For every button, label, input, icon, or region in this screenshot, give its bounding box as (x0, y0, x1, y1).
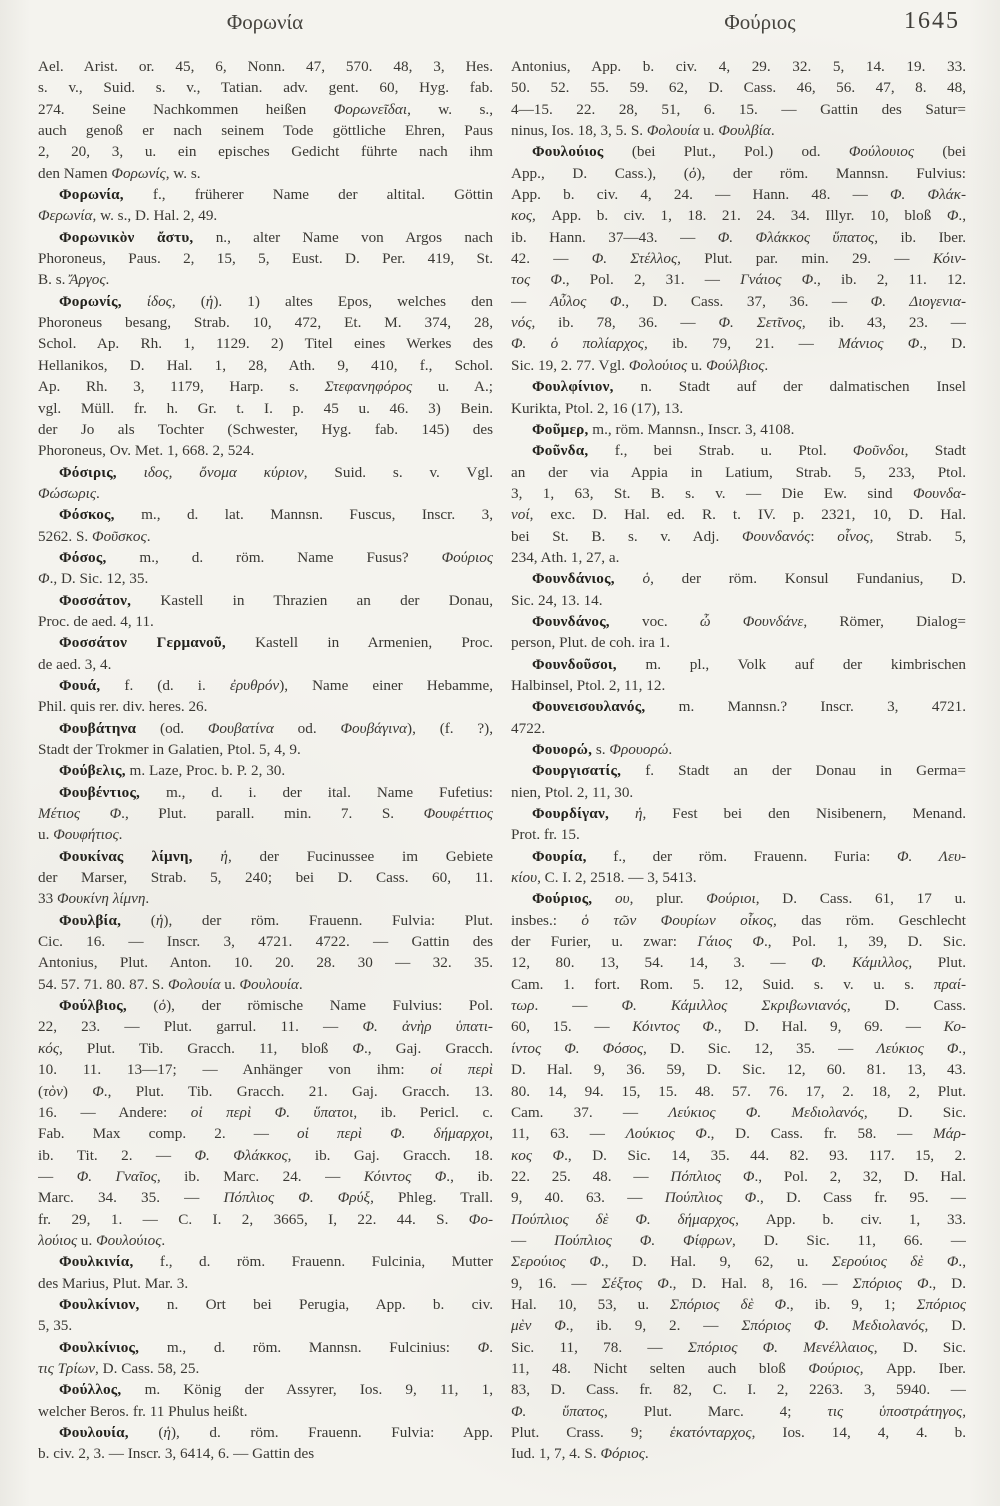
greek-citation: οἶνος (837, 527, 870, 545)
text-line: ninus, Ios. 18, 3, 5. S. Φολουία u. Φουλβία. (511, 122, 775, 140)
text-line: 9, 16. — Σέξτος Φ., D. Hal. 8, 16. — Σπόριος Φ., D. (511, 1274, 966, 1292)
greek-citation: Ἄργος (69, 271, 106, 289)
greek-citation: Κόιντος Φ (632, 1018, 714, 1036)
greek-citation: Φ. Φλάκκος (194, 1146, 288, 1164)
text-line: 83, D. Cass. fr. 82, C. I. 2, 2263. 3, 5940. — (511, 1381, 966, 1399)
greek-citation: τις ὑποστράτηγος (827, 1402, 963, 1420)
greek-citation: Πόπλιος Φ (670, 1167, 755, 1185)
greek-citation: Φουλβία (718, 122, 771, 140)
entry-line: Φουλκινία, f., d. röm. Frauenn. Fulcinia, Mutter (59, 1253, 493, 1271)
greek-citation: ου (615, 890, 630, 908)
text-line: 274. Seine Nachkommen heißen Φορωνεῖδαι, w. s., (38, 100, 493, 118)
greek-citation: Φερωνία (38, 207, 93, 225)
text-line: κος, App. b. civ. 1, 18. 21. 24. 34. Illyr. 10, bloß Φ., (511, 207, 966, 225)
entry-line: Φοῦμερ, m., röm. Mannsn., Inscr. 3, 4108. (532, 420, 795, 438)
greek-citation: Φουνδα (913, 484, 961, 502)
entry-line: Φουρδίγαν, ἡ, Fest bei den Nisibenern, Menand. (532, 805, 966, 823)
greek-citation: Φ (38, 570, 50, 588)
text-line: Πούπλιος δὲ Φ. δήμαρχος, App. b. civ. 1, 33. (511, 1210, 966, 1228)
text-line: 80. 14, 94. 15, 15. 48. 57. 76. 17, 2. 18, 2, Plut. (511, 1082, 966, 1100)
greek-citation: Φ (92, 1082, 104, 1100)
text-line: 16. — Andere: οἱ περὶ Φ. ὕπατοι, ib. Pericl. c. (38, 1103, 493, 1121)
greek-citation: Φ. ἀνὴρ ὑπατι (362, 1018, 488, 1036)
entry-headword: Φούριος, (532, 890, 593, 908)
greek-citation: Φούριος (808, 1359, 860, 1377)
entry-headword: Φόσος, (59, 548, 107, 566)
greek-citation: πραί (933, 975, 961, 993)
greek-citation: κος Φ (511, 1146, 565, 1164)
text-line: 42. — Φ. Στέλλος, Plut. par. min. 29. — Κόιν- (511, 250, 966, 268)
text-line: ib. Tit. 2. — Φ. Φλάκκος, ib. Gaj. Gracch. 18. (38, 1146, 493, 1164)
greek-citation: νοί (511, 506, 530, 524)
greek-citation: Στεφανηφόρος (324, 378, 413, 396)
entry-headword: Φουργισατίς, (532, 762, 622, 780)
text-line: insbes.: ὁ τῶν Φουρίων οἶκος, das röm. Geschlecht (511, 911, 966, 929)
entry-line: Φορωνίς, ίδος, (ἡ). 1) altes Epos, welches den (59, 292, 493, 310)
greek-citation: Φ. Σετῖνος (718, 314, 802, 332)
entry-line: Φουλούιος (bei Plut., Pol.) od. Φούλουιος (bei (532, 143, 966, 161)
greek-citation: Πούπλιος Φ. Φίφρων (554, 1231, 732, 1249)
entry-headword: Φούλβιος, (59, 997, 127, 1015)
text-line: 22. 25. 48. — Πόπλιος Φ., Pol. 2, 32, D. Hal. (511, 1167, 966, 1185)
entry-headword: Φόσκος, (59, 506, 115, 524)
greek-citation: Φούλουιος (848, 143, 915, 161)
greek-citation: Σπόριος δὲ Φ (670, 1295, 787, 1313)
text-line: Φ. ὕπατος, Plut. Marc. 4; τις ὑποστράτηγος, (511, 1402, 966, 1420)
text-line: 9, 40. 63. — Πούπλιος Φ., D. Cass fr. 95. — (511, 1189, 966, 1207)
entry-headword: Φουκίνας λίμνη, (59, 847, 193, 865)
greek-citation: τος Φ (511, 271, 562, 289)
greek-citation: Φ. Διογενια (870, 292, 961, 310)
entry-line: Φουλουία, (ἡ), d. röm. Frauenn. Fulvia: App. (59, 1424, 493, 1441)
entry-headword: Φουορώ, (532, 741, 593, 758)
entry-headword: Φουνδάνος, (532, 612, 610, 630)
text-line: ίντος Φ. Φόσος, D. Sic. 12, 35. — Λεύκιος Φ., (511, 1039, 966, 1057)
entry-headword: Φούλλος, (59, 1381, 122, 1399)
text-line: ib. Hann. 37—43. — Φ. Φλάκκος ὕπατος, ib. Iber. (511, 228, 966, 246)
text-line: Cic. 16. — Inscr. 3, 4721. 4722. — Gattin des (38, 933, 493, 951)
greek-citation: τὸν (43, 1082, 63, 1100)
text-line: μὲν Φ., ib. 9, 2. — Σπόριος Φ. Μεδιολανός, D. (511, 1317, 966, 1335)
entry-headword: Φουνεισουλανός, (532, 698, 646, 716)
text-line: — Φ. Γναῖος, ib. Marc. 24. — Κόιντος Φ., ib. (38, 1167, 493, 1185)
greek-citation: ίδος (146, 292, 172, 310)
text-line: τος Φ., Pol. 2, 31. — Γνάιος Φ., ib. 2, 11. 12. (511, 271, 966, 289)
text-line: Antonius, Plut. Anton. 10. 20. 28. 30 — 32. 35. (38, 954, 493, 972)
text-line: 5, 35. (38, 1317, 73, 1335)
greek-citation: ἑκατόνταρχος (669, 1424, 752, 1441)
greek-citation: Φούριος (441, 548, 493, 566)
greek-citation: Φουφήτιος (53, 826, 119, 844)
entry-line: Φορωνία, f., früherer Name der altital. Göttin (59, 186, 493, 204)
column-right (511, 56, 966, 1465)
text-line: nien, Ptol. 2, 11, 30. (511, 783, 634, 801)
greek-citation: οἱ περὶ Φ. ὕπατοι (190, 1103, 354, 1121)
text-line: Cam. 1. fort. Rom. 5. 12, Suid. s. v. u. s. πραί- (511, 975, 966, 993)
running-head-left-keyword: Φορωνία (226, 10, 304, 34)
greek-citation: Φουβατίνα (207, 719, 274, 737)
text-line: der Furier, u. zwar: Γάιος Φ., Pol. 1, 39, D. Sic. (511, 933, 966, 951)
greek-citation: Φουνδανός (741, 527, 811, 545)
column-left (38, 56, 493, 1465)
text-line: u. Φουφήτιος. (38, 826, 123, 844)
entry-line: Φουνδάνιος, ὁ, der röm. Konsul Fundanius, D. (532, 570, 966, 588)
greek-citation: Λεύκιος Φ. Μεδιολανός (668, 1103, 864, 1121)
entry-line: Φουκίνας λίμνη, ἡ, der Fucinussee im Gebiete (59, 847, 493, 865)
greek-citation: λούιος (38, 1231, 78, 1249)
greek-citation: Σπόριος Φ. Μενέλλαιος (687, 1338, 874, 1356)
entry-line: Φόσιρις, ιδος, ὄνομα κύριον, Suid. s. v. Vgl. (59, 463, 493, 481)
greek-citation: Αὖλος Φ (549, 292, 622, 310)
greek-citation: Φόριος (600, 1445, 645, 1463)
greek-citation: ἡ (220, 847, 228, 865)
greek-citation: Φ. Φλάκ (889, 186, 961, 204)
text-line: de aed. 3, 4. (38, 655, 112, 673)
greek-citation: Φ. Κάμιλλος Σκριβωνιανός (621, 997, 847, 1015)
text-line: an der via Appia in Latium, Strab. 5, 233, Ptol. (511, 463, 966, 481)
text-line: der Jo als Tochter (Schwester, Hyg. fab. 145) des (38, 420, 493, 438)
greek-citation: ἐρυθρόν (229, 676, 280, 694)
text-line: Ap. Rh. 3, 1179, Harp. s. Στεφανηφόρος u. A.; (38, 378, 493, 396)
text-line: Halbinsel, Ptol. 2, 11, 12. (511, 676, 666, 694)
text-line: App., D. Cass.), (ὁ), der röm. Mannsn. Fulvius: (511, 164, 966, 182)
text-line: Sic. 24, 13. 14. (511, 591, 603, 609)
text-line: der Marser, Strab. 5, 240; bei D. Cass. 60, 11. (38, 869, 493, 887)
text-line: Iud. 1, 7, 4. S. Φόριος. (511, 1445, 649, 1463)
text-line: τις Τρίων, D. Cass. 58, 25. (38, 1359, 200, 1377)
text-line: auch genoß er nach seinem Tode göttliche Ehren, Paus (38, 122, 493, 140)
greek-citation: Φουλουία (239, 975, 299, 993)
text-line: Μέτιος Φ., Plut. parall. min. 7. S. Φουφέττιος (38, 805, 493, 823)
entry-line: Φοσσάτον Γερμανοῦ, Kastell in Armenien, Proc. (59, 634, 493, 652)
entry-headword: Φουλφίνιον, (532, 378, 614, 396)
text-line: App. b. civ. 4, 24. — Hann. 48. — Φ. Φλάκ- (511, 186, 966, 204)
text-line: Kurikta, Ptol. 2, 16 (17), 13. (511, 399, 684, 417)
entry-line: Φούλλος, m. König der Assyrer, Ios. 9, 11, 1, (59, 1381, 493, 1399)
text-line: 12, 80. 13, 54. 14, 3. — Φ. Κάμιλλος, Plut. (511, 954, 966, 972)
text-line: Φερωνία, w. s., D. Hal. 2, 49. (38, 207, 218, 225)
text-line: Proc. de aed. 4, 11. (38, 612, 154, 630)
greek-citation: Φολούιος (628, 356, 688, 374)
greek-citation: Φουφέττιος (423, 805, 493, 823)
entry-line: Φουβάτηνα (od. Φουβατίνα od. Φουβάγινα), (f. ?), (59, 719, 493, 737)
greek-citation: Φούριοι (706, 890, 756, 908)
greek-citation: ὁ τῶν Φουρίων οἶκος (581, 911, 774, 929)
entry-line: Φούλβιος, (ὁ), der römische Name Fulvius: Pol. (59, 997, 493, 1015)
greek-citation: ὁ (158, 997, 167, 1015)
entry-headword: Φουρδίγαν, (532, 805, 609, 823)
entry-headword: Φόσιρις, (59, 463, 117, 481)
entry-headword: Φοσσάτον, (59, 591, 132, 609)
text-line: 50. 52. 55. 59. 62, D. Cass. 46, 56. 47, 8. 48, (511, 79, 966, 97)
text-line: b. civ. 2, 3. — Inscr. 3, 6414, 6. — Gattin des (38, 1445, 315, 1463)
greek-citation: Φολουία (167, 975, 221, 993)
greek-citation: Σερούιος δὲ Φ (831, 1253, 959, 1271)
text-line: den Namen Φορωνίς, w. s. (38, 164, 201, 182)
text-line: bei St. B. s. v. Adj. Φουνδανός: οἶνος, Strab. 5, (511, 527, 966, 545)
greek-citation: Πούπλιος Φ (664, 1189, 757, 1207)
greek-citation: Φώσωρις (38, 484, 97, 502)
entry-line: Φούριος, ου, plur. Φούριοι, D. Cass. 61, 17 u. (532, 890, 966, 908)
text-line: Stadt der Trokmer in Galatien, Ptol. 5, 4, 9. (38, 741, 301, 758)
text-line: (τὸν) Φ., Plut. Tib. Gracch. 21. Gaj. Gracch. 13. (38, 1082, 493, 1100)
entry-line: Φουνεισουλανός, m. Mannsn.? Inscr. 3, 4721. (532, 698, 966, 716)
greek-citation: Φ. Στέλλος (591, 250, 678, 268)
entry-headword: Φουλουία, (59, 1424, 129, 1441)
greek-citation: Σέξτος Φ (601, 1274, 669, 1292)
greek-citation: Φουλούιος (96, 1231, 162, 1249)
text-line: Prot. fr. 15. (511, 826, 580, 844)
entry-line: Φουλβία, (ἡ), der röm. Frauenn. Fulvia: Plut. (59, 911, 493, 929)
text-line: D. Hal. 9, 36. 59, D. Sic. 12, 60. 81. 13, 43. (511, 1061, 966, 1079)
text-line: 10. 11. 13—17; — Anhänger von ihm: οἱ περὶ (38, 1061, 493, 1079)
text-line: Schol. Ap. Rh. 1, 1129. 2) Titel eines Werkes des (38, 335, 493, 353)
text-line: λούιος u. Φουλούιος. (38, 1231, 166, 1249)
text-line: s. v., Suid. s. v., Tatian. adv. gent. 60, Hyg. fab. (38, 79, 493, 97)
text-line: Sic. 11, 78. — Σπόριος Φ. Μενέλλαιος, D. Sic. (511, 1338, 966, 1356)
greek-citation: ιδος, ὄνομα κύριον (143, 463, 304, 481)
text-line: κίου, C. I. 2, 2518. — 3, 5413. (511, 869, 697, 887)
entry-headword: Φουλκίνιος, (59, 1338, 140, 1356)
greek-citation: Φ. Λευ (897, 847, 961, 865)
greek-citation: Κο (943, 1018, 961, 1036)
greek-citation: Φο (468, 1210, 488, 1228)
greek-citation: Κόιντος Φ (363, 1167, 447, 1185)
text-line: Ael. Arist. or. 45, 6, Nonn. 47, 570. 48, 3, Hes. (38, 58, 493, 75)
greek-citation: Μέτιος Φ (38, 805, 122, 823)
text-line: 234, Ath. 1, 27, a. (511, 548, 620, 566)
greek-citation: τωρ (511, 997, 535, 1015)
entry-headword: Φουλκινία, (59, 1253, 134, 1271)
text-line: Antonius, App. b. civ. 4, 29. 32. 5, 14. 19. 33. (511, 58, 966, 75)
entry-line: Φουρία, f., der röm. Frauenn. Furia: Φ. Λευ- (532, 847, 966, 865)
greek-citation: τις Τρίων (38, 1359, 96, 1377)
greek-citation: Φρουορώ (609, 741, 669, 758)
text-line: 5262. S. Φοῦσκος. (38, 527, 151, 545)
text-line: Φώσωρις. (38, 484, 100, 502)
greek-citation: Γνάιος Φ (740, 271, 814, 289)
text-line: τωρ. — Φ. Κάμιλλος Σκριβωνιανός, D. Cass. (511, 997, 966, 1015)
text-line: Hellanikos, D. Hal. 1, 28, Ath. 9, 410, f., Schol. (38, 356, 493, 374)
greek-citation: Μάρ (933, 1125, 961, 1143)
entry-line: Φουνδάνος, voc. ὦ Φουνδάνε, Römer, Dialog= (532, 612, 966, 630)
text-line: 54. 57. 71. 80. 87. S. Φολουία u. Φουλουία. (38, 975, 303, 993)
entry-headword: Φοσσάτον Γερμανοῦ, (59, 634, 226, 652)
greek-citation: Μάνιος Φ (838, 335, 920, 353)
entry-headword: Φουρία, (532, 847, 587, 865)
text-line: des Marius, Plut. Mar. 3. (38, 1274, 189, 1292)
text-line: — Αὖλος Φ., D. Cass. 37, 36. — Φ. Διογενια- (511, 292, 966, 310)
text-line: Plut. Crass. 9; ἑκατόνταρχος, Ios. 14, 4, 4. b. (511, 1424, 966, 1441)
greek-citation: Φοῦσκος (92, 527, 147, 545)
entry-line: Φουλκίνιος, m., d. röm. Mannsn. Fulcinius: Φ. (59, 1338, 493, 1356)
text-line: person, Plut. de coh. ira 1. (511, 634, 671, 652)
text-line: Phoroneus, Paus. 2, 15, 5, Eust. D. Per. 419, St. (38, 250, 493, 268)
text-line: Cam. 37. — Λεύκιος Φ. Μεδιολανός, D. Sic. (511, 1103, 966, 1121)
text-line: 4—15. 22. 28, 51, 6. 15. — Gattin des Satur= (511, 100, 966, 118)
text-line: fr. 29, 1. — C. I. 2, 3665, I, 22. 44. S. Φο- (38, 1210, 493, 1228)
text-line: Sic. 19, 2. 77. Vgl. Φολούιος u. Φούλβιος. (511, 356, 769, 374)
greek-citation: ὦ Φουνδάνε (699, 612, 804, 630)
text-line: — Πούπλιος Φ. Φίφρων, D. Sic. 11, 66. — (511, 1231, 966, 1249)
entry-headword: Φούβελις, (59, 762, 126, 780)
greek-citation: οἱ περὶ (430, 1061, 493, 1079)
entry-headword: Φορωνίς, (59, 292, 122, 310)
text-line: vgl. Müll. fr. h. Gr. t. I. p. 45 u. 46. 3) Bein. (38, 399, 493, 417)
entry-line: Φόσκος, m., d. lat. Mannsn. Fuscus, Inscr. 3, (59, 506, 493, 524)
entry-line: Φουργισατίς, f. Stadt an der Donau in Germa= (532, 762, 966, 780)
text-line: 11, 48. Nicht selten auch bloß Φούριος, App. Iber. (511, 1359, 966, 1377)
entry-line: Φουλκίνιον, n. Ort bei Perugia, App. b. civ. (59, 1295, 493, 1313)
entry-line: Φουνδοῦσοι, m. pl., Volk auf der kimbrischen (532, 655, 966, 673)
greek-citation: Φ. ὕπατος (511, 1402, 605, 1420)
greek-citation: Φουβάγινα (340, 719, 408, 737)
text-line: νοί, exc. D. Hal. ed. R. t. IV. p. 2321, 10, D. Hal. (511, 506, 966, 524)
greek-citation: κος (511, 207, 533, 225)
entry-headword: Φουά, (59, 676, 101, 694)
entry-line: Φούβελις, m. Laze, Proc. b. P. 2, 30. (59, 762, 286, 780)
entry-headword: Φοῦμερ, (532, 420, 589, 438)
text-line: Fab. Max comp. 2. — οἱ περὶ Φ. δήμαρχοι, (38, 1125, 493, 1143)
text-line: 4722. (511, 719, 546, 737)
greek-citation: Σπόριος Φ. Μεδιολανός (741, 1317, 925, 1335)
text-line: Φ., D. Sic. 12, 35. (38, 570, 149, 588)
greek-citation: Πόπλιος Φ. Φρύξ (223, 1189, 371, 1207)
greek-citation: Σερούιος Φ (511, 1253, 601, 1271)
greek-citation: Φορωνεῖδαι (333, 100, 408, 118)
text-line: 11, 63. — Λούκιος Φ., D. Cass. fr. 58. — Μάρ- (511, 1125, 966, 1143)
greek-citation: Σπόριος (916, 1295, 966, 1313)
greek-citation: Φ. Γναῖος (76, 1167, 157, 1185)
greek-citation: Λούκιος Φ (625, 1125, 707, 1143)
text-line: Phoroneus, Ov. Met. 1, 668. 2, 524. (38, 442, 255, 460)
text-line: Phil. quis rer. div. heres. 26. (38, 698, 208, 716)
text-line: Σερούιος Φ., D. Hal. 9, 62, u. Σερούιος δὲ Φ., (511, 1253, 966, 1271)
greek-citation: Φ (477, 1338, 490, 1356)
entry-line: Φορωνικὸν ἄστυ, n., alter Name von Argos nach (59, 228, 493, 246)
entry-headword: Φοῦνδα, (532, 442, 589, 460)
entry-line: Φόσος, m., d. röm. Name Fusus? Φούριος (59, 548, 493, 566)
entry-line: Φουλφίνιον, n. Stadt auf der dalmatischen Insel (532, 378, 966, 396)
entry-line: Φοσσάτον, Kastell in Thrazien an der Donau, (59, 591, 493, 609)
greek-citation: νός (511, 314, 532, 332)
text-line: welcher Beros. fr. 11 Phulus heißt. (38, 1402, 248, 1420)
entry-headword: Φουλκίνιον, (59, 1295, 140, 1313)
greek-citation: Σπόριος Φ (852, 1274, 929, 1292)
text-line: 60, 15. — Κόιντος Φ., D. Hal. 9, 69. — Κο- (511, 1018, 966, 1036)
text-line: 3, 1, 63, St. B. s. v. — Die Ew. sind Φουνδα- (511, 484, 966, 502)
entry-headword: Φουβέντιος, (59, 783, 141, 801)
greek-citation: κός (38, 1039, 60, 1057)
entry-headword: Φουνδάνιος, (532, 570, 615, 588)
greek-citation: Γάιος Φ (697, 933, 764, 951)
greek-citation: Φ (946, 207, 959, 225)
entry-line: Φουορώ, s. Φρουορώ. (532, 741, 673, 758)
greek-citation: Πούπλιος δὲ Φ. δήμαρχος (511, 1210, 736, 1228)
page-number: 1645 (904, 8, 960, 34)
greek-citation: Φ (352, 1039, 364, 1057)
greek-citation: Φουκίνη λίμνη (56, 890, 146, 908)
text-line: κός, Plut. Tib. Gracch. 11, bloß Φ., Gaj. Gracch. (38, 1039, 493, 1057)
greek-citation: Φορωνίς (111, 164, 166, 182)
entry-headword: Φορωνικὸν ἄστυ, (59, 228, 194, 246)
greek-citation: Φ. Φλάκκος ὕπατος (717, 228, 875, 246)
entry-headword: Φουλβία, (59, 911, 122, 929)
entry-headword: Φουνδοῦσοι, (532, 655, 617, 673)
greek-citation: ὁ (688, 164, 697, 182)
greek-citation: ἡ (155, 911, 164, 929)
greek-citation: κίου (511, 869, 538, 887)
text-line: Hal. 10, 53, u. Σπόριος δὲ Φ., ib. 9, 1; Σπόριος (511, 1295, 966, 1313)
greek-citation: ἡ (205, 292, 214, 310)
text-line: 33 Φουκίνη λίμνη. (38, 890, 150, 908)
running-head (0, 10, 1000, 46)
greek-citation: Φοῦνδοι (852, 442, 905, 460)
greek-citation: Λεύκιος Φ (876, 1039, 959, 1057)
text-line: κος Φ., D. Sic. 14, 35. 44. 82. 93. 117. 15, 2. (511, 1146, 966, 1164)
greek-citation: μὲν Φ (511, 1317, 566, 1335)
greek-citation: Φ. Κάμιλλος (811, 954, 909, 972)
greek-citation: οἱ περὶ Φ. δήμαρχοι (296, 1125, 490, 1143)
text-line: νός, ib. 78, 36. — Φ. Σετῖνος, ib. 43, 23. — (511, 314, 966, 332)
entry-line: Φουά, f. (d. i. ἐρυθρόν), Name einer Hebamme, (59, 676, 493, 694)
greek-citation: Φολουία (646, 122, 700, 140)
entry-line: Φοῦνδα, f., bei Strab. u. Ptol. Φοῦνδοι, Stadt (532, 442, 966, 460)
entry-headword: Φουλούιος (532, 143, 604, 161)
text-line: 22, 23. — Plut. garrul. 11. — Φ. ἀνὴρ ὑπατι- (38, 1018, 493, 1036)
entry-line: Φουβέντιος, m., d. i. der ital. Name Fufetius: (59, 783, 493, 801)
text-line: 2, 20, 3, u. ein episches Gedicht führte nach ihm (38, 143, 493, 161)
greek-citation: ίντος Φ. Φόσος (511, 1039, 644, 1057)
greek-citation: Φούλβιος (706, 356, 765, 374)
text-line: B. s. Ἄργος. (38, 271, 110, 289)
greek-citation: ἡ (634, 805, 643, 823)
entry-headword: Φορωνία, (59, 186, 124, 204)
text-line: Marc. 34. 35. — Πόπλιος Φ. Φρύξ, Phleg. Trall. (38, 1189, 493, 1207)
greek-citation: ἡ (163, 1424, 171, 1441)
entry-headword: Φουβάτηνα (59, 719, 137, 737)
running-head-right-keyword: Φούριος (724, 10, 796, 34)
text-line: Φ. ὁ πολίαρχος, ib. 79, 21. — Μάνιος Φ., D. (511, 335, 966, 353)
greek-citation: ὁ (642, 570, 651, 588)
greek-citation: Φ. ὁ πολίαρχος (511, 335, 644, 353)
text-line: Phoroneus besang, Strab. 10, 472, Et. M. 374, 28, (38, 314, 493, 332)
text-columns (38, 56, 966, 1465)
greek-citation: Κόιν (932, 250, 961, 268)
